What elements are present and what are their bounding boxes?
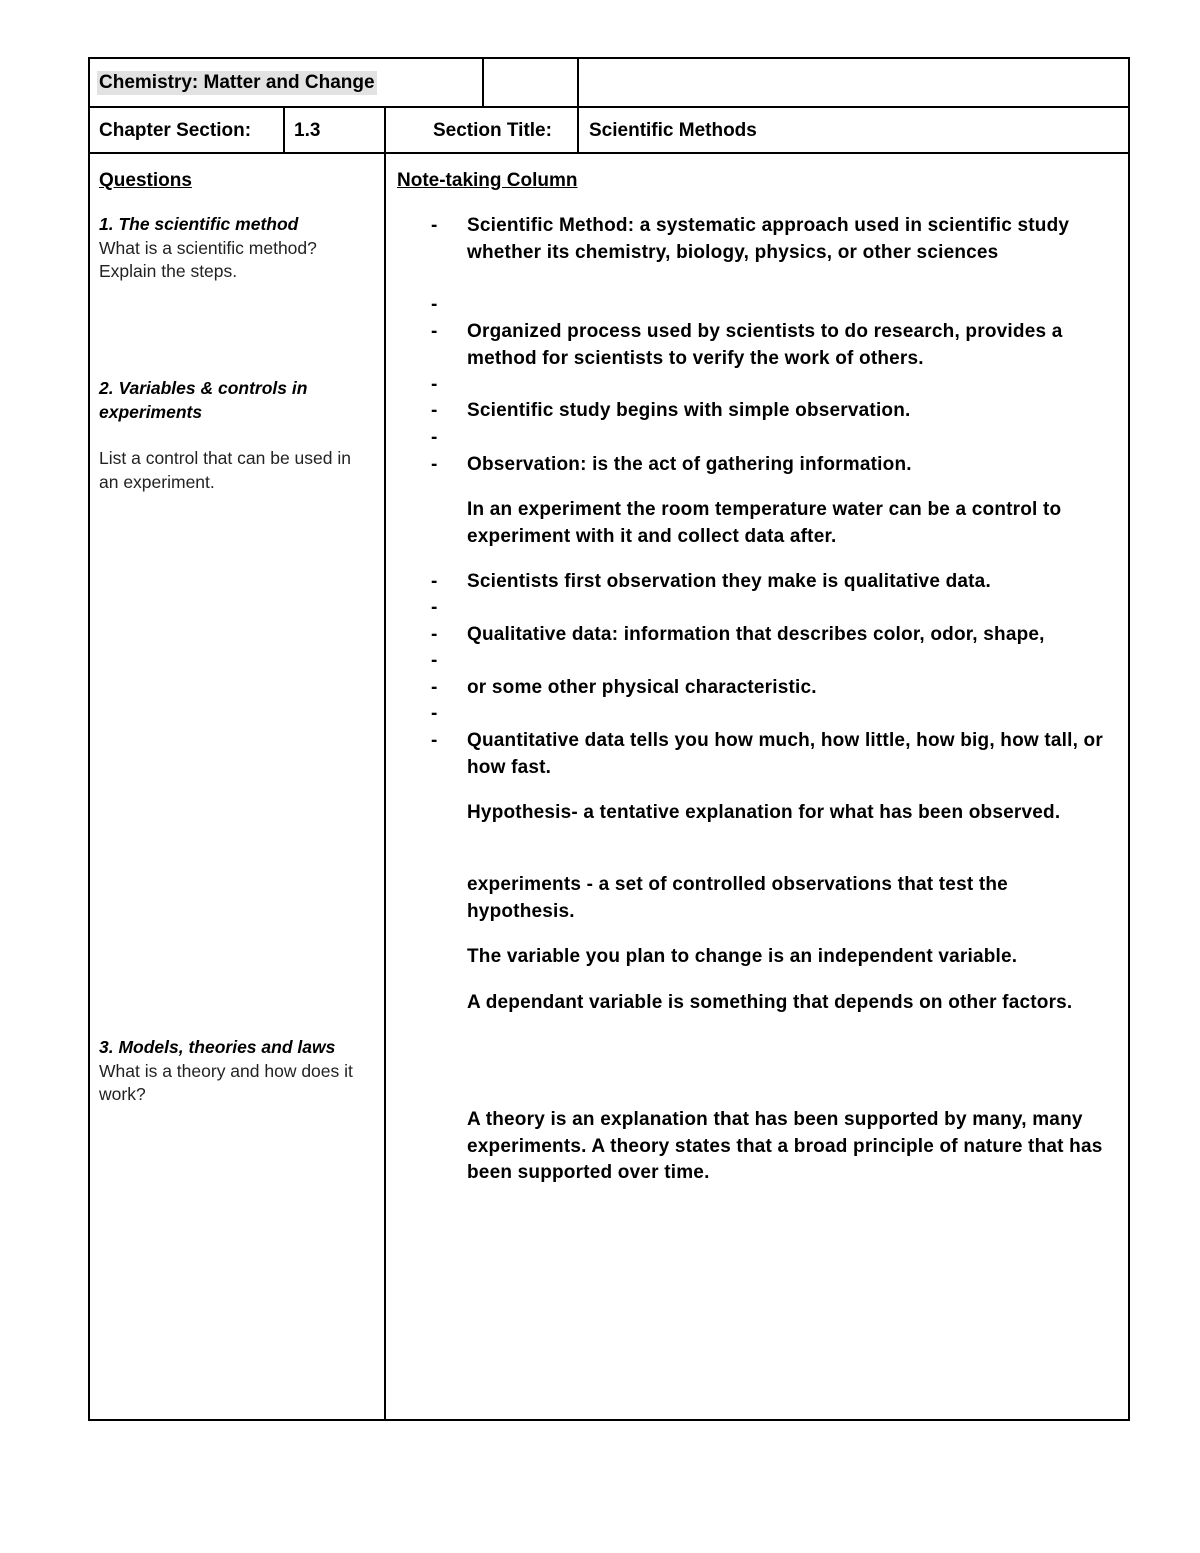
note-paragraph: Qualitative data: information that describes color, odor, shape,: [467, 624, 1045, 645]
bullet-dash: -: [431, 454, 438, 475]
note-paragraph: In an experiment the room temperature water can be a control to experiment with it and collect data after.: [467, 499, 1062, 547]
notes-heading: Note-taking Column: [397, 170, 578, 191]
bullet-dash: -: [431, 215, 438, 236]
note-paragraph: Hypothesis- a tentative explanation for what has been observed.: [467, 802, 1061, 823]
table-right-border: [1128, 57, 1130, 1421]
bullet-dash: -: [431, 677, 438, 698]
table-left-border: [88, 57, 90, 1421]
note-paragraph: Scientists first observation they make is qualitative data.: [467, 571, 991, 592]
bullet-dash: -: [431, 294, 438, 315]
note-paragraph: Organized process used by scientists to do research, provides a method for scientists to verify the work of others.: [467, 321, 1063, 369]
bullet-dash: -: [431, 650, 438, 671]
section-title-label: Section Title:: [433, 120, 552, 141]
bullet-dash: -: [431, 427, 438, 448]
question-1-text: What is a scientific method? Explain the steps.: [99, 237, 317, 281]
note-paragraph: A theory is an explanation that has been supported by many, many experiments. A theory states that a broad principle of nature that has been supported over time.: [467, 1109, 1103, 1183]
question-1: [99, 213, 374, 284]
chapter-section-value: 1.3: [294, 120, 321, 141]
note-paragraph: Scientific Method: a systematic approach used in scientific study whether its chemistry, biology, physics, or other sciences: [467, 215, 1070, 263]
row2-divider-a: [283, 106, 285, 154]
table-bottom-border: [88, 1419, 1130, 1421]
row2-bottom-border: [88, 152, 1130, 154]
bullet-dash: -: [431, 624, 438, 645]
question-2-text: List a control that can be used in an experiment.: [99, 448, 351, 492]
document-title: [99, 72, 377, 94]
table-top-border: [88, 57, 1130, 59]
bullet-dash: -: [431, 597, 438, 618]
question-3: [99, 1036, 374, 1107]
column-divider: [384, 106, 386, 1421]
bullet-dash: -: [431, 321, 438, 342]
questions-heading: Questions: [99, 170, 192, 191]
row1-bottom-border: [88, 106, 1130, 108]
row1-divider-a: [482, 57, 484, 108]
note-paragraph: or some other physical characteristic.: [467, 677, 817, 698]
bullet-dash: -: [431, 571, 438, 592]
document-title-text: Chemistry: Matter and Change: [99, 72, 375, 93]
note-paragraph: The variable you plan to change is an independent variable.: [467, 946, 1018, 967]
note-paragraph: Scientific study begins with simple observation.: [467, 400, 911, 421]
question-2: [99, 377, 374, 494]
note-paragraph: Quantitative data tells you how much, how little, how big, how tall, or how fast.: [467, 730, 1103, 778]
question-1-title: 1. The scientific method: [99, 214, 299, 234]
bullet-dash: -: [431, 730, 438, 751]
note-paragraph: A dependant variable is something that depends on other factors.: [467, 992, 1073, 1013]
bullet-dash: -: [431, 703, 438, 724]
chapter-section-label: Chapter Section:: [99, 120, 252, 141]
question-2-title: 2. Variables & controls in experiments: [99, 378, 308, 422]
note-paragraph: Observation: is the act of gathering information.: [467, 454, 912, 475]
question-3-title: 3. Models, theories and laws: [99, 1037, 336, 1057]
note-paragraph: experiments - a set of controlled observations that test the hypothesis.: [467, 874, 1008, 922]
row1-divider-b: [577, 57, 579, 154]
bullet-dash: -: [431, 374, 438, 395]
bullet-dash: -: [431, 400, 438, 421]
question-3-text: What is a theory and how does it work?: [99, 1060, 353, 1104]
section-title-value: Scientific Methods: [589, 120, 757, 141]
